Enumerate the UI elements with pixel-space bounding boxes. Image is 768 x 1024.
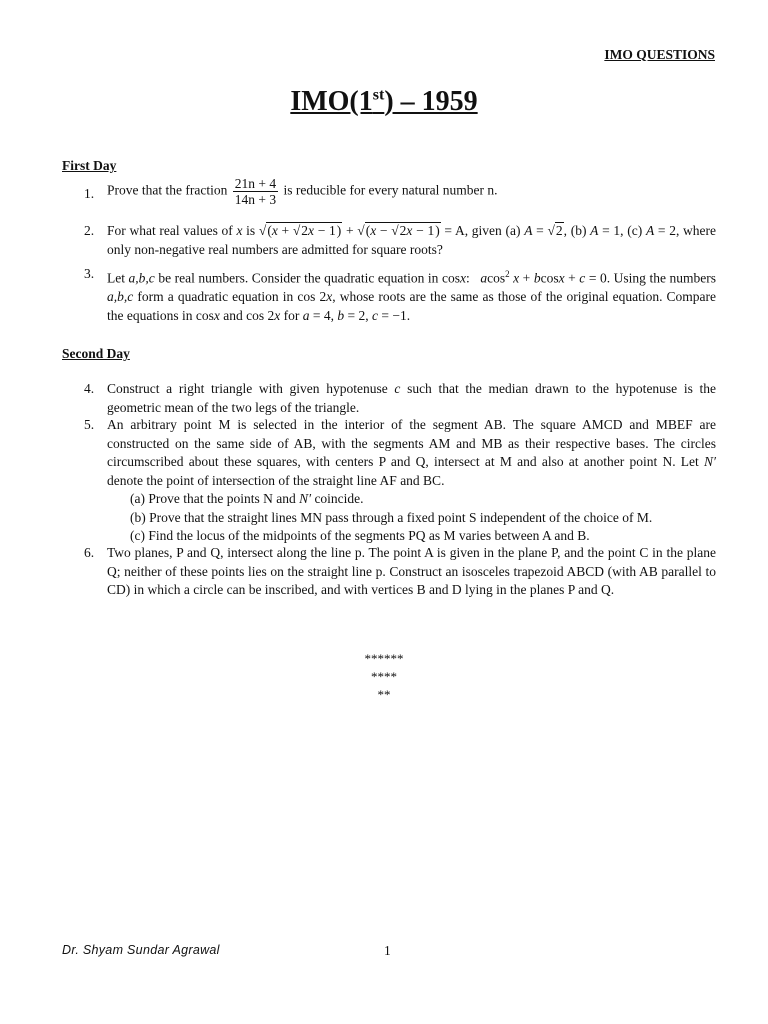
separator-stars: ****** **** ** bbox=[364, 651, 404, 702]
footer-author: Dr. Shyam Sundar Agrawal bbox=[62, 943, 220, 957]
second-day-heading: Second Day bbox=[62, 346, 130, 361]
question-6: 6. Two planes, P and Q, intersect along the line p. The point A is given in the plane P, and the point C in the plane Q; neither of these points lies on the straight line p. Construct an isosceles trapezoid ABCD (with AB parallel to CD) in which a circle can be inscribed, and with vertices B and D lying in the planes P and Q. bbox=[84, 545, 716, 597]
page-title: IMO(1st) – 1959 bbox=[290, 86, 478, 117]
first-day-heading: First Day bbox=[62, 158, 117, 173]
question-5: 5. An arbitrary point M is selected in the interior of the segment AB. The square AMCD and MBEF are constructed on the same side of AB, with the segments AM and MB as their respective bases. The circles circumscribed about these squares, with centers P and Q, intersect at M and also at another point N. Let N′ denote the point of intersection of the straight line AF and BC. (a) Prove that the points N and N′ coincide. (b) Prove that the straight lines MN pass through a fixed point S independent of the choice of M. (c) Find the locus of the midpoints of the segments PQ as M varies between A and B. bbox=[84, 416, 716, 546]
question-2: 2. For what real values of x is √(x + √2x − 1) + √(x − √2x − 1) = A, given (a) A = √2, (b) A = 1, (c) A = 2, where only non-negative real numbers are admitted for square roots? bbox=[84, 223, 717, 257]
question-5c: (c) Find the locus of the midpoints of the segments PQ as M varies between A and B. bbox=[130, 528, 590, 543]
header-label: IMO QUESTIONS bbox=[604, 47, 715, 62]
question-1: 1. Prove that the fraction $\frac{21n + 4}{14n + 3}$ is reducible for every natural number n. bbox=[84, 176, 498, 207]
question-3: 3. Let a,b,c be real numbers. Consider the quadratic equation in cosx: acos$^2$ x + bcosx + c = 0. Using the numbers a,b,c form a quadratic equation in cos 2x, whose roots are the same as those of the original equation. Compare the equations in cosx and cos 2x for a = 4, b = 2, c = −1. bbox=[84, 266, 717, 323]
question-5b: (b) Prove that the straight lines MN pass through a fixed point S independent of the choice of M. bbox=[130, 509, 653, 525]
question-4: 4. Construct a right triangle with given hypotenuse c such that the median drawn to the hypotenuse is the geometric mean of the two legs of the triangle. bbox=[84, 381, 717, 415]
question-5a: (a) Prove that the points N and N′ coincide. bbox=[130, 491, 364, 506]
page-number: 1 bbox=[384, 943, 391, 958]
fraction: $\frac{21n + 4}{14n + 3}$ bbox=[234, 176, 277, 207]
